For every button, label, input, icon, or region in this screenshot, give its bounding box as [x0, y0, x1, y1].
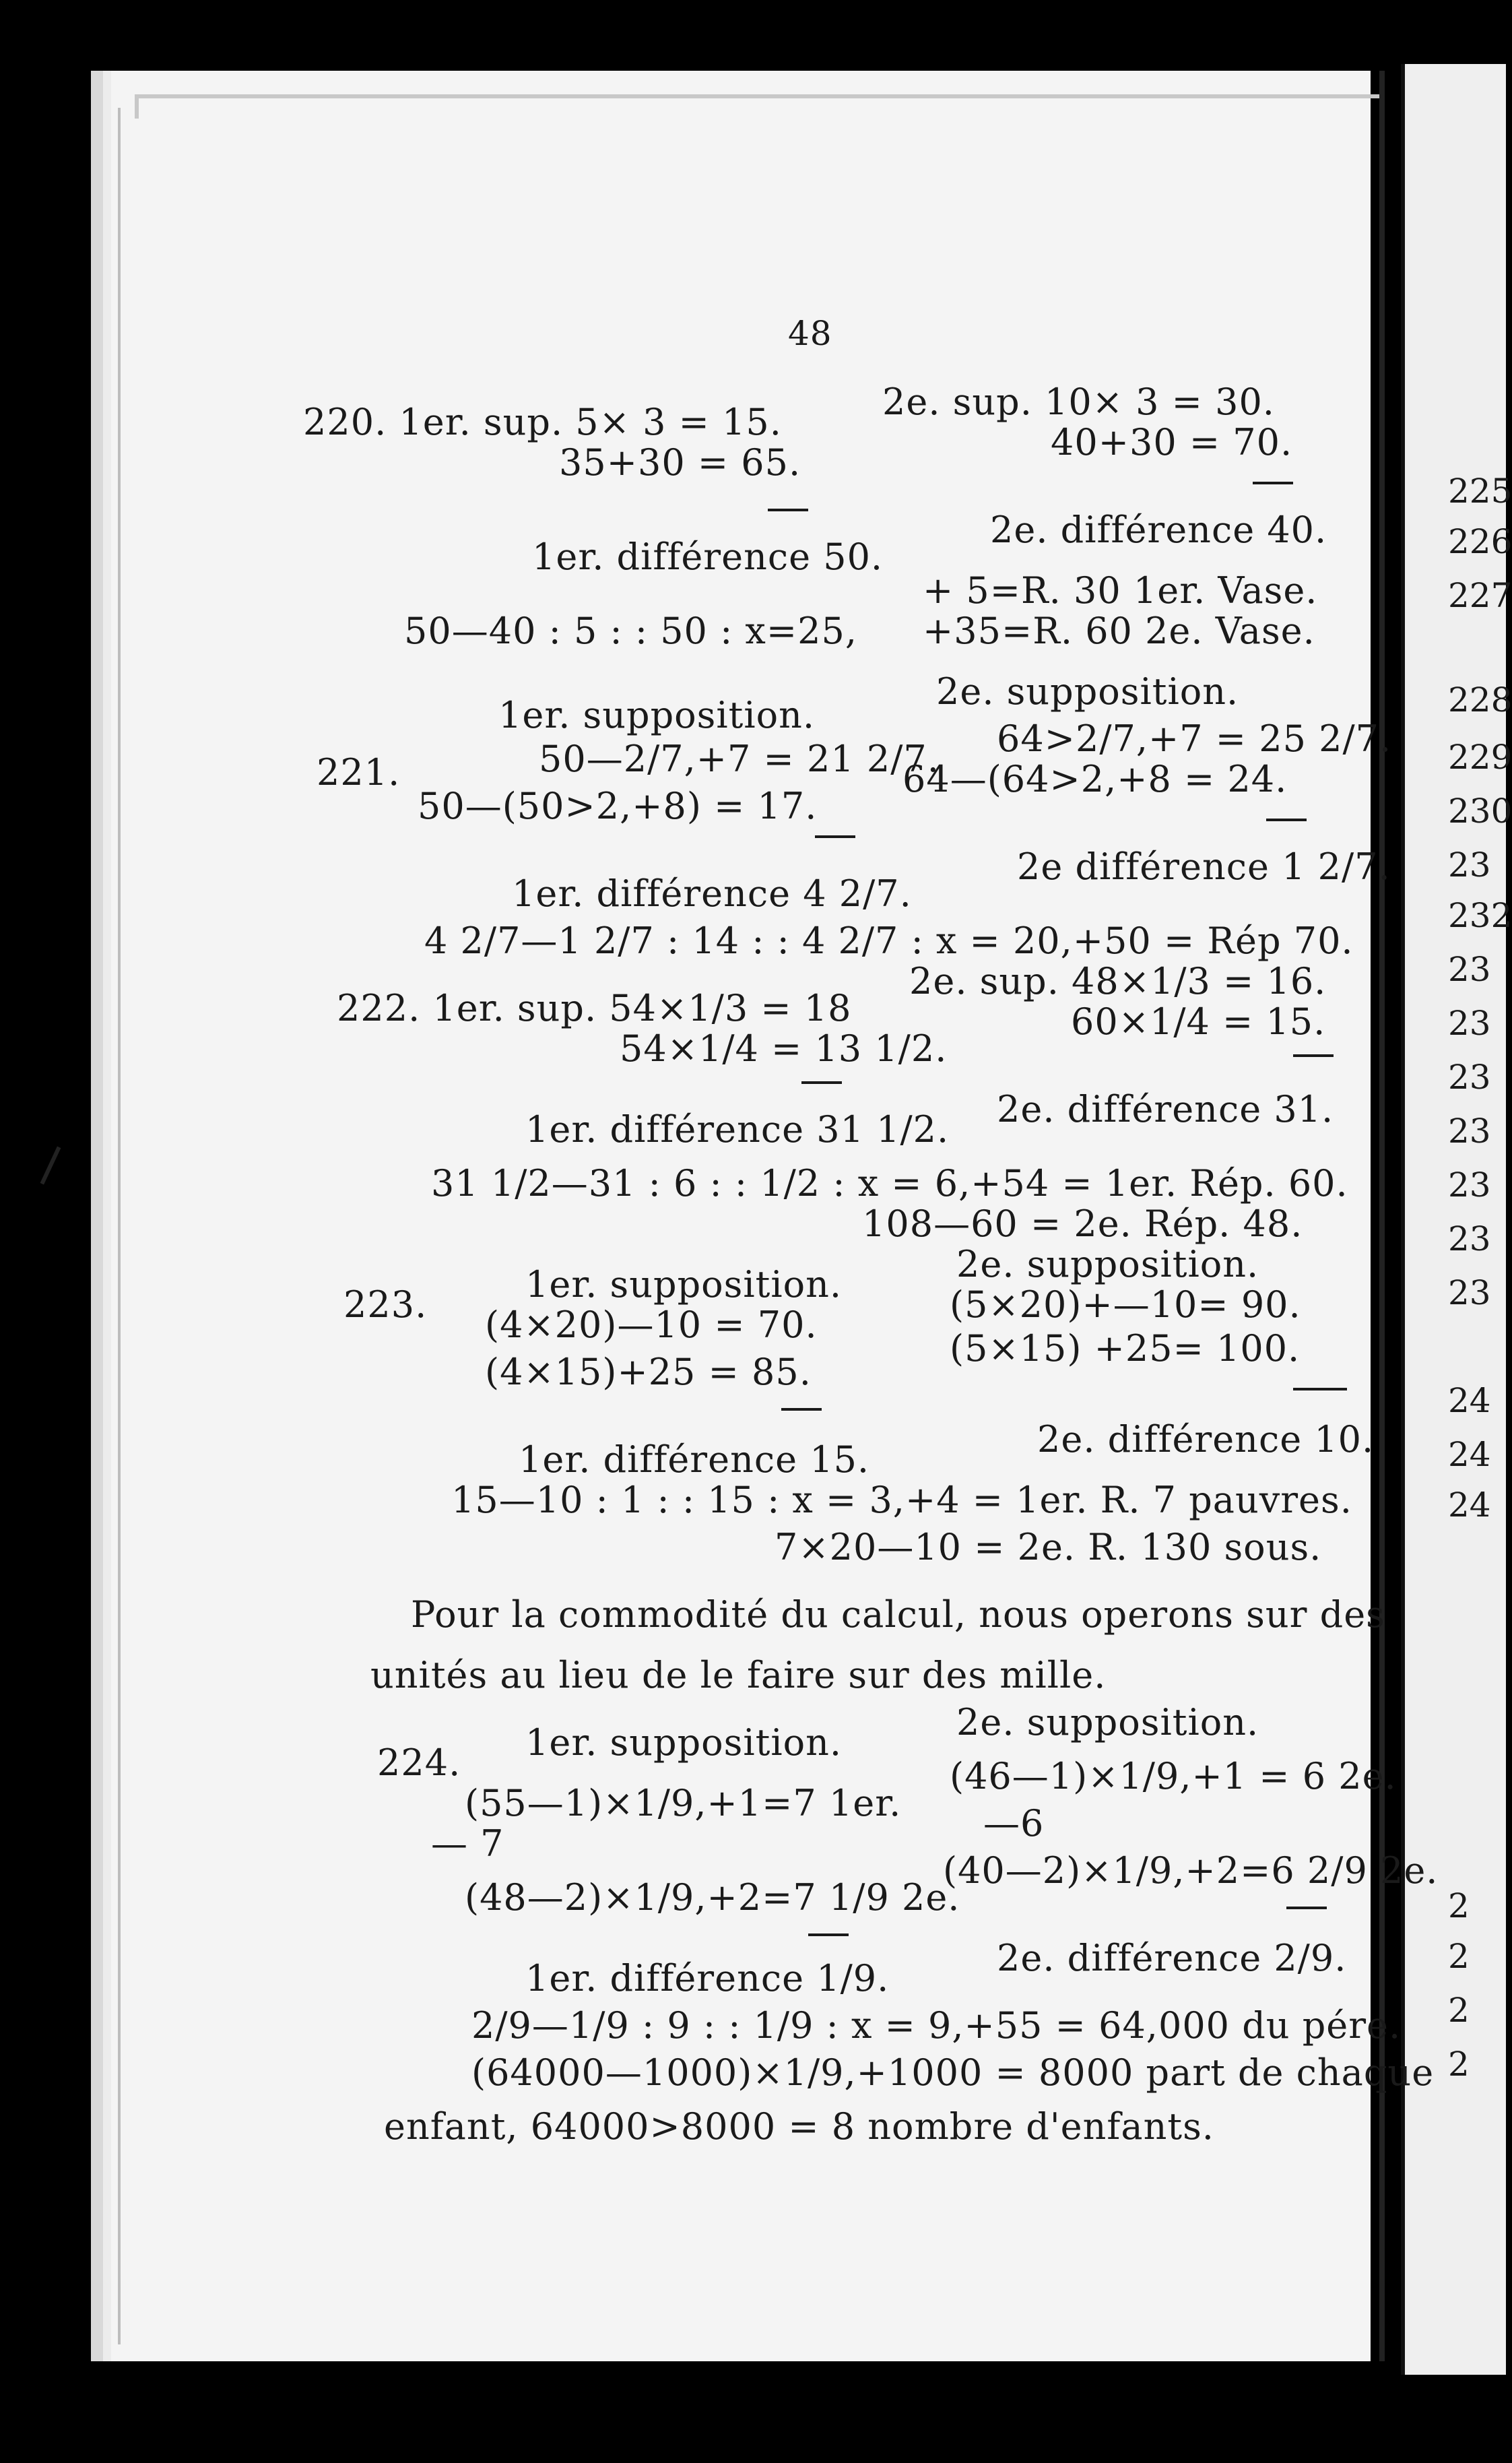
text-line: 15—10 : 1 : : 15 : x = 3,+4 = 1er. R. 7 pauvres. — [451, 1479, 1352, 1521]
text-line: 1er. différence 31 1/2. — [525, 1108, 950, 1151]
text-line: 2e. différence 10. — [1037, 1418, 1375, 1461]
page-edge-left — [118, 108, 141, 2344]
text-line: 50—40 : 5 : : 50 : x=25, — [404, 610, 858, 652]
rule-line — [1293, 1388, 1347, 1390]
margin-number: 2 — [1448, 1991, 1470, 2030]
text-line: 1er. différence 50. — [532, 536, 884, 578]
margin-number: 23 — [1448, 1273, 1491, 1312]
margin-number: 225 — [1448, 472, 1512, 511]
text-line: 1er. supposition. — [525, 1263, 843, 1306]
text-line: (64000—1000)×1/9,+1000 = 8000 part de chaque — [471, 2051, 1435, 2094]
text-line: 220. 1er. sup. 5× 3 = 15. — [303, 401, 782, 443]
text-line: 2e. différence 2/9. — [997, 1937, 1347, 1979]
text-line: 108—60 = 2e. Rép. 48. — [862, 1203, 1303, 1245]
page-edge-top — [135, 94, 1385, 119]
rule-line — [1286, 1907, 1327, 1909]
text-line: 2e différence 1 2/7. — [1017, 845, 1391, 888]
text-line: 2/9—1/9 : 9 : : 1/9 : x = 9,+55 = 64,000 du pére. — [471, 2004, 1402, 2047]
text-line: — 7 — [431, 1822, 504, 1865]
text-line: 1er. supposition. — [525, 1721, 843, 1764]
text-line: (4×20)—10 = 70. — [485, 1304, 818, 1346]
text-line: enfant, 64000>8000 = 8 nombre d'enfants. — [384, 2105, 1214, 2148]
text-line: (55—1)×1/9,+1=7 1er. — [465, 1782, 902, 1824]
margin-number: 226 — [1448, 522, 1512, 561]
text-line: 31 1/2—31 : 6 : : 1/2 : x = 6,+54 = 1er. Rép. 60. — [431, 1162, 1348, 1205]
text-line: +35=R. 60 2e. Vase. — [923, 610, 1315, 652]
margin-number: 23 — [1448, 1165, 1491, 1205]
text-line: 1er. différence 15. — [519, 1438, 870, 1481]
text-line: 1er. différence 4 2/7. — [512, 872, 912, 915]
margin-number: 227 — [1448, 576, 1512, 615]
text-line: 50—(50>2,+8) = 17. — [418, 785, 818, 827]
margin-number: 23 — [1448, 1058, 1491, 1097]
text-line: 2e. sup. 48×1/3 = 16. — [909, 960, 1327, 1002]
text-line: 2e. différence 31. — [997, 1088, 1334, 1130]
page-number: 48 — [788, 314, 832, 353]
text-line: 7×20—10 = 2e. R. 130 sous. — [775, 1526, 1322, 1568]
text-line: (5×15) +25= 100. — [950, 1327, 1301, 1370]
text-line: Pour la commodité du calcul, nous operons sur des — [411, 1593, 1385, 1636]
text-line: 221. — [317, 751, 401, 794]
text-line: unités au lieu de le faire sur des mille. — [370, 1654, 1107, 1696]
text-line: 4 2/7—1 2/7 : 14 : : 4 2/7 : x = 20,+50 = Rép 70. — [424, 920, 1354, 962]
margin-number: 230 — [1448, 792, 1512, 831]
text-line: (40—2)×1/9,+2=6 2/9 2e. — [943, 1849, 1439, 1892]
margin-number: 2 — [1448, 2045, 1470, 2084]
scan-mark — [40, 1147, 61, 1185]
text-line: —6 — [983, 1802, 1045, 1845]
rule-line — [1253, 482, 1293, 484]
text-line: 1er. supposition. — [498, 694, 816, 736]
text-line: 35+30 = 65. — [559, 441, 801, 484]
text-line: 2e. supposition. — [956, 1701, 1259, 1744]
margin-number: 2 — [1448, 1937, 1470, 1976]
margin-number: 23 — [1448, 845, 1491, 885]
margin-number: 23 — [1448, 1219, 1491, 1258]
text-line: 60×1/4 = 15. — [1071, 1000, 1326, 1043]
margin-number: 23 — [1448, 950, 1491, 989]
margin-number: 2 — [1448, 1886, 1470, 1925]
rule-line — [815, 835, 855, 838]
text-line: 2e. supposition. — [956, 1243, 1259, 1285]
text-line: 64>2/7,+7 = 25 2/7. — [997, 717, 1392, 760]
margin-number: 232 — [1448, 896, 1512, 935]
text-line: 223. — [343, 1283, 428, 1326]
text-line: (5×20)+—10= 90. — [950, 1283, 1301, 1326]
margin-number: 24 — [1448, 1435, 1491, 1474]
margin-number: 24 — [1448, 1381, 1491, 1420]
text-line: 50—2/7,+7 = 21 2/7. — [539, 738, 940, 780]
rule-line — [768, 509, 808, 511]
rule-line — [1266, 819, 1307, 821]
text-line: 2e. sup. 10× 3 = 30. — [882, 381, 1275, 423]
text-line: 2e. différence 40. — [990, 509, 1327, 551]
text-line: (48—2)×1/9,+2=7 1/9 2e. — [465, 1876, 960, 1919]
text-line: (46—1)×1/9,+1 = 6 2e. — [950, 1755, 1397, 1797]
rule-line — [801, 1081, 842, 1084]
margin-number: 23 — [1448, 1112, 1491, 1151]
text-line: 1er. différence 1/9. — [525, 1957, 890, 2000]
margin-number: 23 — [1448, 1004, 1491, 1043]
rule-line — [808, 1933, 849, 1936]
text-line: (4×15)+25 = 85. — [485, 1351, 812, 1393]
margin-number: 228 — [1448, 680, 1512, 719]
margin-number: 24 — [1448, 1485, 1491, 1525]
text-line: 64—(64>2,+8 = 24. — [902, 758, 1288, 800]
rule-line — [1293, 1054, 1334, 1057]
text-line: 54×1/4 = 13 1/2. — [620, 1027, 948, 1070]
margin-number: 229 — [1448, 738, 1512, 777]
text-line: 2e. supposition. — [936, 670, 1239, 713]
text-line: 224. — [377, 1741, 461, 1784]
rule-line — [781, 1408, 822, 1411]
text-line: 40+30 = 70. — [1051, 421, 1293, 463]
text-line: 222. 1er. sup. 54×1/3 = 18 — [337, 987, 852, 1029]
text-line: + 5=R. 30 1er. Vase. — [923, 569, 1318, 612]
